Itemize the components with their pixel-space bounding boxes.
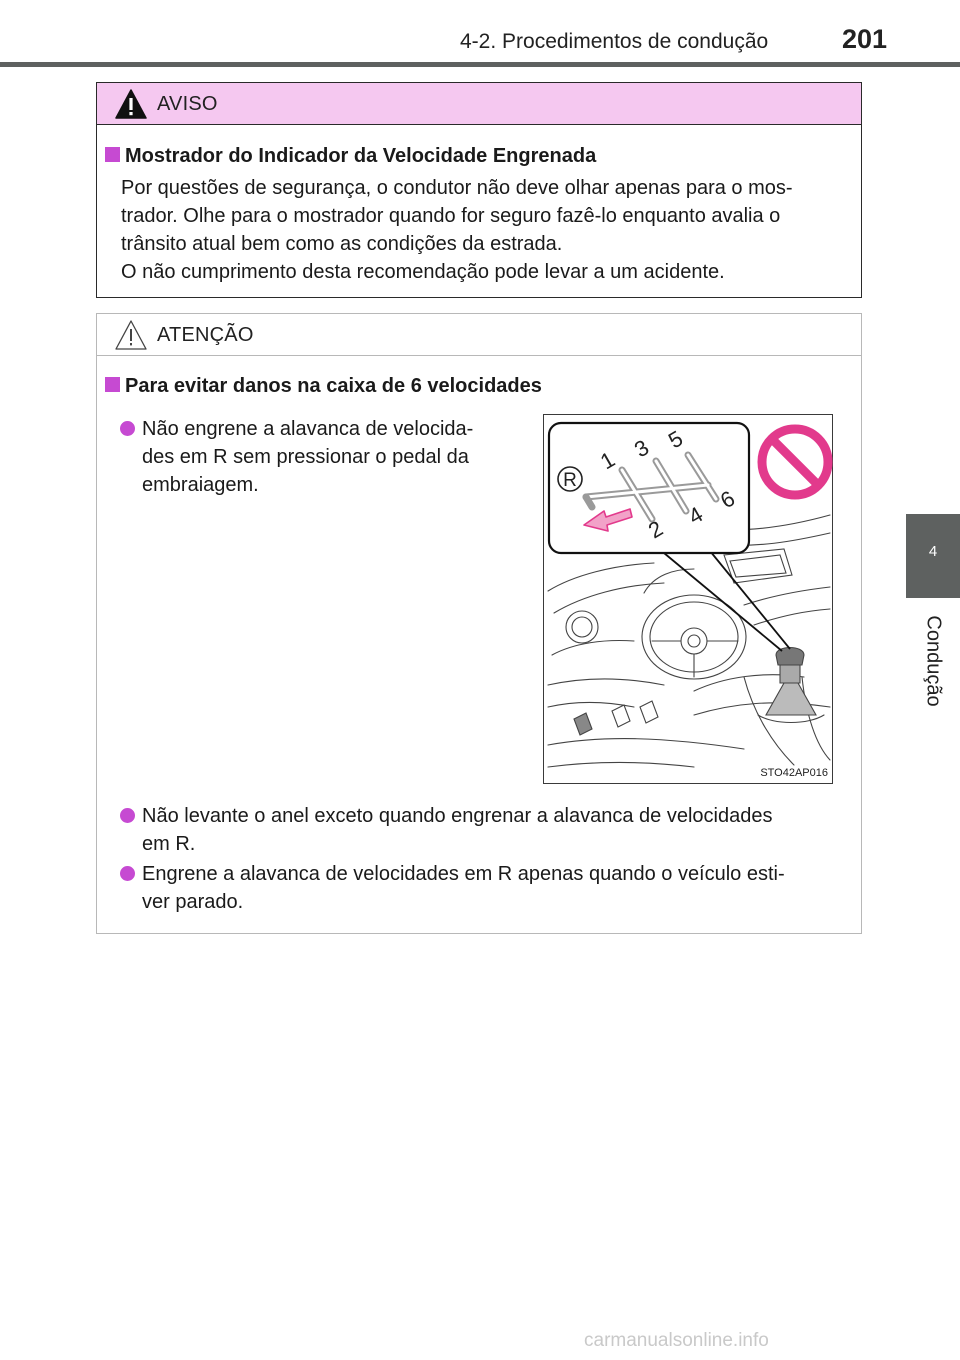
warning-box-header bbox=[97, 83, 861, 125]
bullet-line: embraiagem. bbox=[142, 474, 259, 496]
caution-bullet bbox=[120, 802, 852, 858]
gear-shift-illustration bbox=[543, 414, 833, 784]
caution-label: ATENÇÃO bbox=[157, 324, 254, 346]
bullet-line: Não levante o anel exceto quando engrenar a alavanca de velocidades bbox=[142, 805, 773, 827]
chapter-label-text: Condução bbox=[922, 615, 945, 707]
figure-code: STO42AP016 bbox=[760, 767, 828, 779]
watermark: carmanualsonline.info bbox=[584, 1330, 769, 1351]
caution-bullet bbox=[120, 860, 852, 916]
warning-paragraph bbox=[121, 174, 851, 286]
caution-box-header bbox=[97, 314, 861, 356]
prohibition-icon bbox=[762, 429, 828, 495]
gear-label-5: 5 bbox=[664, 425, 688, 454]
bullet-line: Não engrene a alavanca de velocida- bbox=[142, 418, 474, 440]
bullet-dot bbox=[120, 808, 135, 823]
warning-line: Por questões de segurança, o condutor não deve olhar apenas para o mos- bbox=[121, 177, 793, 199]
bullet-line: des em R sem pressionar o pedal da bbox=[142, 446, 469, 468]
gear-shift-drawing bbox=[544, 415, 834, 785]
warning-triangle-icon bbox=[114, 88, 148, 120]
page-number: 201 bbox=[842, 24, 888, 54]
header-rule bbox=[0, 62, 960, 67]
warning-label: AVISO bbox=[157, 93, 218, 115]
chapter-number: 4 bbox=[928, 543, 938, 560]
caution-section-title: Para evitar danos na caixa de 6 velocidades bbox=[105, 375, 542, 398]
chapter-label bbox=[908, 606, 958, 716]
gear-label-1: 1 bbox=[596, 446, 620, 475]
bullet-dot bbox=[120, 421, 135, 436]
gear-label-r: R bbox=[563, 470, 577, 491]
bullet-line: em R. bbox=[142, 833, 196, 855]
warning-line: O não cumprimento desta recomendação pode levar a um acidente. bbox=[121, 261, 725, 283]
chapter-tab bbox=[906, 514, 960, 598]
section-title: 4-2. Procedimentos de condução bbox=[460, 30, 769, 53]
gear-label-6: 6 bbox=[716, 485, 740, 514]
bullet-line: ver parado. bbox=[142, 891, 244, 913]
gear-label-4: 4 bbox=[684, 501, 708, 530]
warning-section-title: Mostrador do Indicador da Velocidade Engrenada bbox=[105, 145, 596, 168]
caution-bullet bbox=[120, 415, 525, 499]
warning-line: trânsito atual bem como as condições da estrada. bbox=[121, 233, 563, 255]
gear-label-2: 2 bbox=[644, 515, 668, 544]
caution-triangle-outline-icon bbox=[114, 319, 148, 351]
bullet-line: Engrene a alavanca de velocidades em R apenas quando o veículo esti- bbox=[142, 863, 785, 885]
warning-line: trador. Olhe para o mostrador quando for seguro fazê-lo enquanto avalia o bbox=[121, 205, 781, 227]
gear-label-3: 3 bbox=[630, 434, 654, 463]
bullet-dot bbox=[120, 866, 135, 881]
